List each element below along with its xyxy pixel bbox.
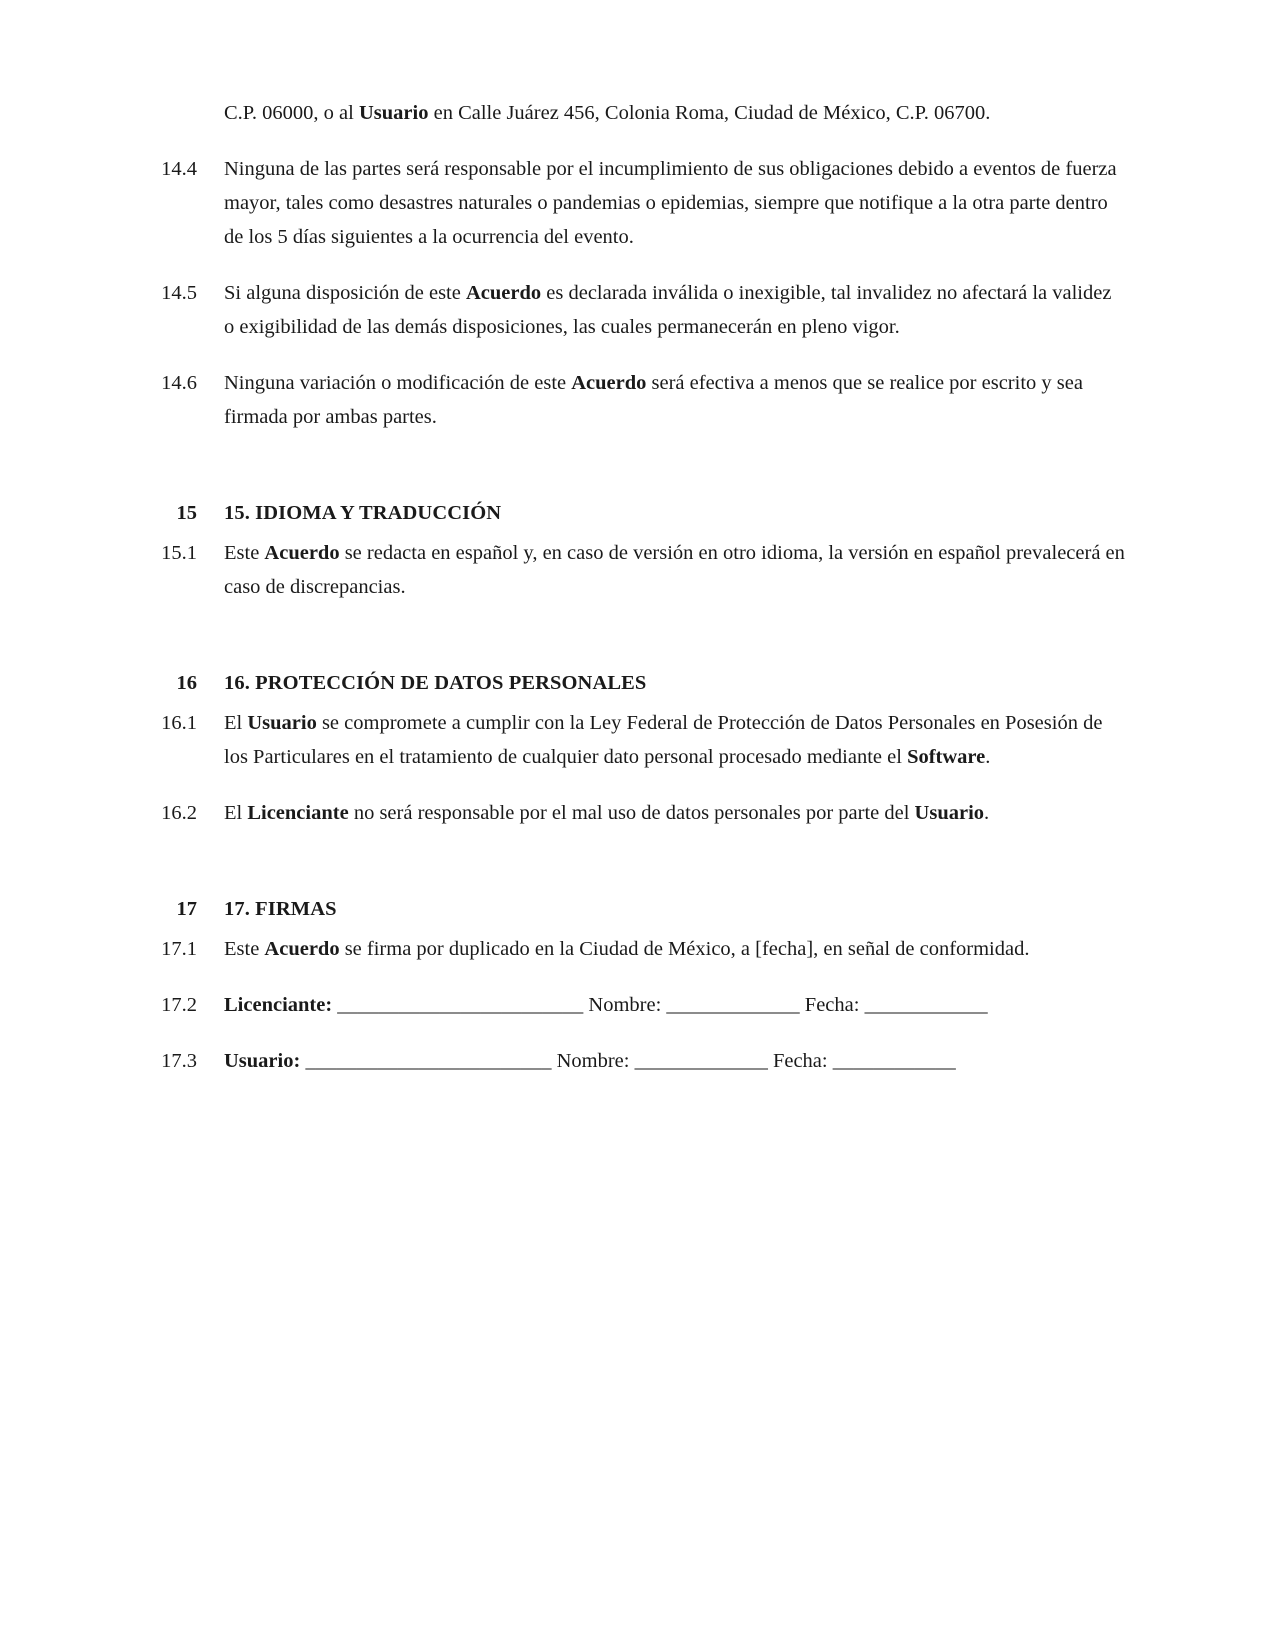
section-number: 17 <box>176 898 197 920</box>
clause-text <box>197 152 1125 254</box>
clause-text <box>197 276 1125 344</box>
text-run: Este <box>224 938 265 960</box>
clause-row <box>135 536 1125 604</box>
section-heading <box>135 456 1125 536</box>
text-run: ________________________ <box>300 1050 557 1072</box>
emphasis-term: Usuario <box>914 802 985 824</box>
emphasis-term: Acuerdo <box>264 542 340 564</box>
emphasis-term: Usuario <box>247 712 317 734</box>
clause-row <box>135 706 1125 774</box>
text-run: se compromete a cumplir con la Ley Federal de Protección de Datos Personales en Posesión de los Particulares en el tratamiento de cualquier dato personal procesado mediante el <box>224 712 1103 768</box>
text-run: _____________ <box>661 994 805 1016</box>
text-run: _____________ <box>629 1050 773 1072</box>
text-run: Ninguna variación o modificación de este <box>224 372 572 394</box>
text-run: C.P. 06000, o al <box>224 102 359 124</box>
clause-number: 17.2 <box>161 994 197 1016</box>
emphasis-term: Usuario: <box>224 1050 301 1072</box>
emphasis-term: Acuerdo <box>465 282 542 304</box>
clause-number: 14.6 <box>161 372 197 394</box>
emphasis-term: Licenciante <box>247 802 349 824</box>
signature-row <box>135 1044 1125 1078</box>
clause-row <box>135 152 1125 254</box>
clause-number: 17.3 <box>161 1050 197 1072</box>
clause-number: 14.4 <box>161 158 197 180</box>
section-heading <box>135 852 1125 932</box>
text-run: Ninguna de las partes será responsable por el incumplimiento de sus obligaciones debido a eventos de fuerza mayor, tales como desastres naturales o pandemias o epidemias, siempre que notifique a la otra parte dentro de los 5 días siguientes a la ocurrencia del evento. <box>224 158 1117 248</box>
emphasis-term: 17. FIRMAS <box>224 898 337 920</box>
clause-text <box>197 366 1125 434</box>
clause-text <box>197 96 1125 130</box>
section-title <box>197 666 1125 700</box>
clause-number: 14.5 <box>161 282 197 304</box>
text-run: se firma por duplicado en la Ciudad de México, a [fecha], en señal de conformidad. <box>339 938 1030 960</box>
text-run: El <box>224 712 248 734</box>
text-run: ____________ <box>827 1050 956 1072</box>
clause-text <box>197 706 1125 774</box>
clause-text <box>197 932 1125 966</box>
text-run: se redacta en español y, en caso de versión en otro idioma, la versión en español prevalecerá en caso de discrepancias. <box>224 542 1125 598</box>
emphasis-term: 16. PROTECCIÓN DE DATOS PERSONALES <box>224 672 647 694</box>
text-run: ____________ <box>859 994 988 1016</box>
clause-text <box>197 796 1125 830</box>
text-run: El <box>224 802 248 824</box>
clause-row <box>135 276 1125 344</box>
text-run: no será responsable por el mal uso de datos personales por parte del <box>348 802 915 824</box>
text-run: . <box>985 746 991 768</box>
clause-text <box>197 1044 1125 1078</box>
section-number: 16 <box>176 672 197 694</box>
emphasis-term: Licenciante: <box>224 994 333 1016</box>
section-title <box>197 892 1125 926</box>
section-number: 15 <box>176 502 197 524</box>
emphasis-term: Software <box>907 746 986 768</box>
paragraph-continuation <box>135 96 1125 130</box>
clause-row <box>135 796 1125 830</box>
clause-text <box>197 536 1125 604</box>
text-run: Si alguna disposición de este <box>224 282 466 304</box>
text-run: Fecha: <box>772 1050 828 1072</box>
emphasis-term: Acuerdo <box>264 938 340 960</box>
document-body <box>135 96 1125 1078</box>
emphasis-term: Acuerdo <box>571 372 647 394</box>
text-run: Nombre: <box>556 1050 630 1072</box>
clause-text <box>197 988 1125 1022</box>
text-run: es declarada inválida o inexigible, tal invalidez no afectará la validez o exigibilidad de las demás disposiciones, las cuales permanecerán en pleno vigor. <box>224 282 1112 338</box>
clause-row <box>135 366 1125 434</box>
clause-number: 16.1 <box>161 712 197 734</box>
clause-number: 16.2 <box>161 802 197 824</box>
text-run: Nombre: <box>588 994 662 1016</box>
text-run: ________________________ <box>332 994 589 1016</box>
clause-number: 17.1 <box>161 938 197 960</box>
signature-row <box>135 988 1125 1022</box>
clause-row <box>135 932 1125 966</box>
text-run: Fecha: <box>804 994 860 1016</box>
section-title <box>197 496 1125 530</box>
emphasis-term: Usuario <box>358 102 429 124</box>
text-run: será efectiva a menos que se realice por escrito y sea firmada por ambas partes. <box>224 372 1083 428</box>
clause-number: 15.1 <box>161 542 197 564</box>
section-heading <box>135 626 1125 706</box>
emphasis-term: 15. IDIOMA Y TRADUCCIÓN <box>224 502 502 524</box>
text-run: . <box>984 802 990 824</box>
text-run: en Calle Juárez 456, Colonia Roma, Ciudad de México, C.P. 06700. <box>428 102 991 124</box>
text-run: Este <box>224 542 265 564</box>
